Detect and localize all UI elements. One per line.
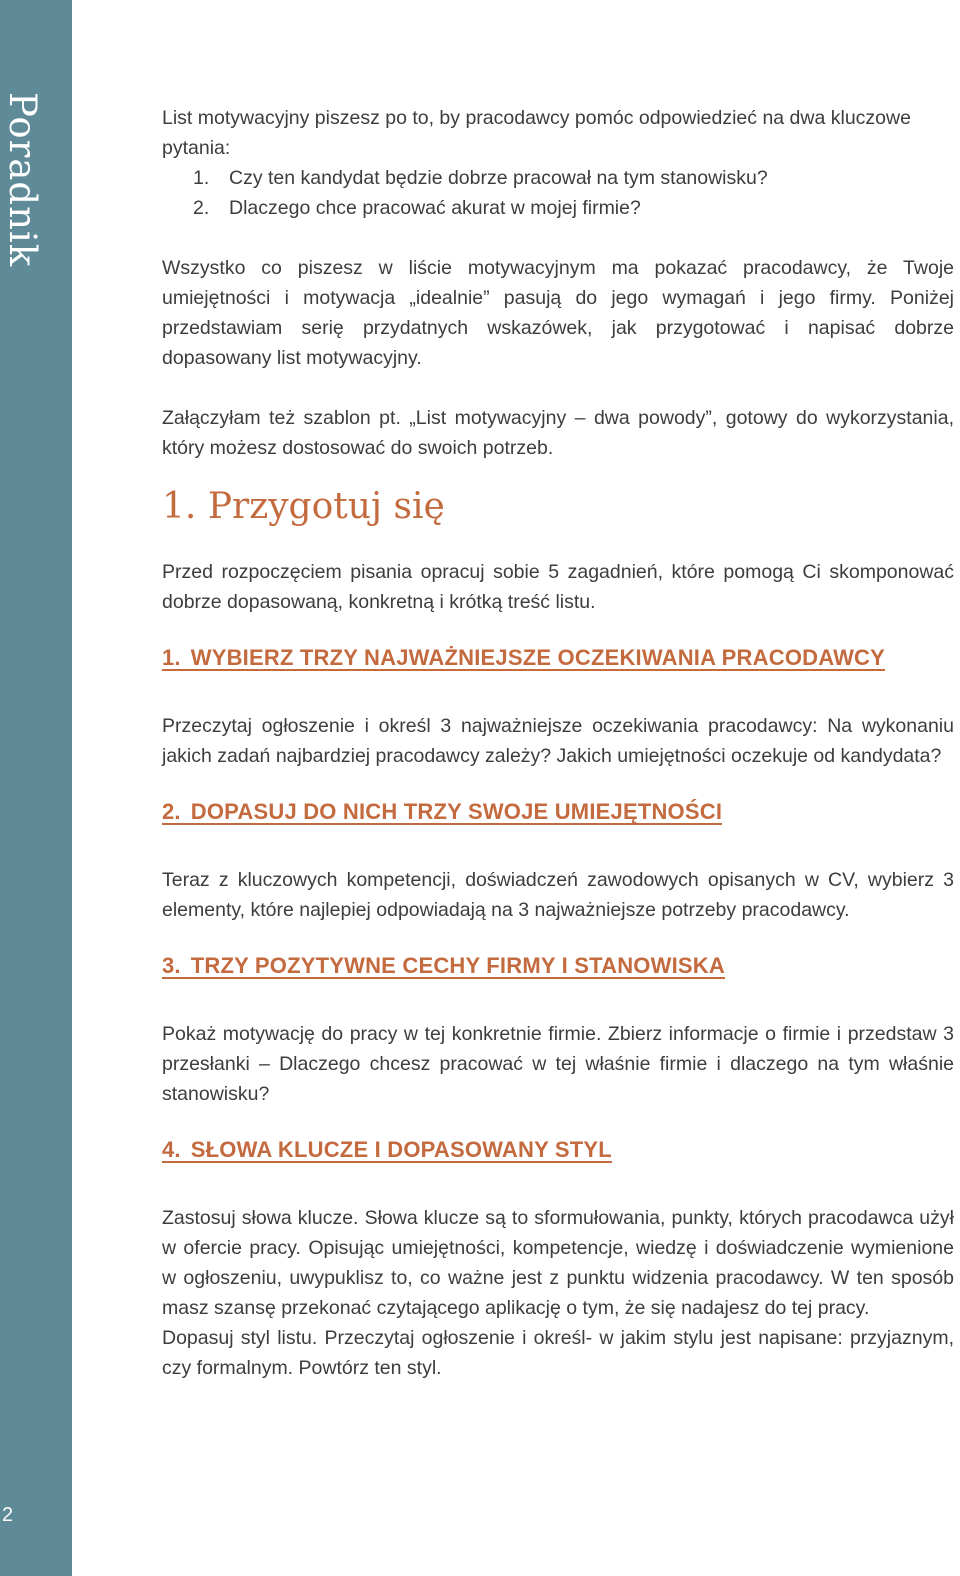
tip-item [162,1139,954,1383]
question-text: Dlaczego chce pracować akurat w mojej firmie? [229,197,641,219]
intro-paragraph: Wszystko co piszesz w liście motywacyjnym ma pokazać pracodawcy, że Twoje umiejętności i motywacja „idealnie” pasują do jego wymagań i jego firmy. Poniżej przedstawiam serię przydatnych wskazówek, jak przygotować i napisać dobrze dopasowany list motywacyjny. [162,257,954,369]
tip-heading-text: TRZY POZYTYWNE CECHY FIRMY I STANOWISKA [190,953,725,978]
tip-heading-text: WYBIERZ TRZY NAJWAŻNIEJSZE OCZEKIWANIA PRACODAWCY [190,645,886,670]
sidebar-title: Poradnik [1,92,44,268]
tip-body: Pokaż motywację do pracy w tej konkretnie firmie. Zbierz informacje o firmie i przedstaw 3 przesłanki – Dlaczego chcesz pracować w tej właśnie firmie i dlaczego na tym właśnie stanowisku? [162,1023,954,1105]
section-title [162,486,954,527]
tip-number: 1. [162,645,181,670]
list-item [162,193,954,223]
tip-heading [162,647,885,671]
section-title-text: Przygotuj się [207,486,445,527]
tip-item [162,801,954,925]
intro-question-list [162,163,954,223]
intro-paragraph: Załączyłam też szablon pt. „List motywacyjny – dwa powody”, gotowy do wykorzystania, który możesz dostosować do swoich potrzeb. [162,407,954,459]
tip-body: Teraz z kluczowych kompetencji, doświadczeń zawodowych opisanych w CV, wybierz 3 elementy, które najlepiej odpowiadają na 3 najważniejsze potrzeby pracodawcy. [162,869,954,921]
list-item [162,163,954,193]
tip-heading [162,1139,612,1163]
question-number: 1. [193,167,210,189]
question-text: Czy ten kandydat będzie dobrze pracował na tym stanowisku? [229,167,768,189]
section-number: 1. [162,486,197,527]
tip-body: Przeczytaj ogłoszenie i określ 3 najważniejsze oczekiwania pracodawcy: Na wykonaniu jakich zadań najbardziej pracodawcy zależy? Jakich umiejętności oczekuje od kandydata? [162,715,954,767]
sidebar [0,0,72,1576]
page-number: 2 [2,1504,14,1526]
tip-heading [162,955,725,979]
question-number: 2. [193,197,210,219]
tip-heading-text: SŁOWA KLUCZE I DOPASOWANY STYL [190,1137,612,1162]
section-intro: Przed rozpoczęciem pisania opracuj sobie 5 zagadnień, które pomogą Ci skomponować dobrze dopasowaną, konkretną i krótką treść listu. [162,561,954,613]
tip-number: 4. [162,1137,181,1162]
tip-item [162,647,954,771]
tip-body: Zastosuj słowa klucze. Słowa klucze są to sformułowania, punkty, których pracodawca użył w ofercie pracy. Opisując umiejętności, kompetencje, wiedzę i doświadczenie wymienione w ogłoszeniu, uwypuklisz to, co ważne jest z punktu widzenia pracodawcy. W ten sposób masz szansę przekonać czytającego aplikację o tym, że się nadajesz do tej pracy. [162,1207,954,1319]
tip-body: Dopasuj styl listu. Przeczytaj ogłoszenie i określ- w jakim stylu jest napisane: przyjaznym, czy formalnym. Powtórz ten styl. [162,1327,954,1379]
tip-heading [162,801,722,825]
intro-lead: List motywacyjny piszesz po to, by pracodawcy pomóc odpowiedzieć na dwa kluczowe pytania: [162,107,911,159]
tip-heading-text: DOPASUJ DO NICH TRZY SWOJE UMIEJĘTNOŚCI [190,799,723,824]
main-content [162,103,954,1383]
tip-item [162,955,954,1109]
tip-number: 3. [162,953,181,978]
tip-number: 2. [162,799,181,824]
